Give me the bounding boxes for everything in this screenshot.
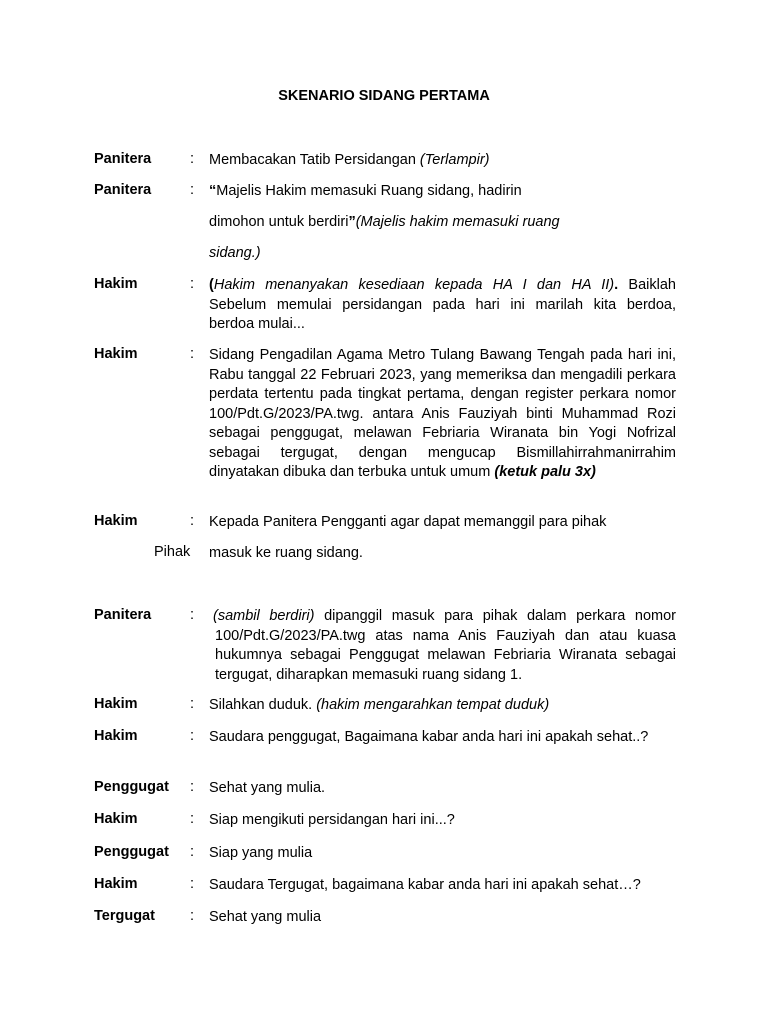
colon-separator: : [190,876,195,892]
dialogue-text: Membacakan Tatib Persidangan (Terlampir) [209,152,490,168]
stage-direction: (Terlampir) [419,152,490,168]
colon-separator: : [190,607,195,623]
dialogue-text: Sehat yang mulia [209,909,322,925]
dialogue-text: masuk ke ruang sidang. [209,545,363,561]
dialogue-text: Kepada Panitera Pengganti agar dapat memanggil para pihak [209,514,607,530]
document-title: SKENARIO SIDANG PERTAMA [278,88,490,104]
stage-direction: (ketuk palu 3x) [494,464,596,480]
speaker-label: Hakim [94,513,138,529]
dialogue-text: Silahkan duduk. (hakim mengarahkan tempat duduk) [209,697,550,713]
speaker-label: Tergugat [94,908,155,924]
speaker-label: Panitera [94,607,152,623]
dialogue-text: Siap yang mulia [209,845,313,861]
colon-separator: : [190,779,195,795]
colon-separator: : [190,513,195,529]
speaker-label: Hakim [94,811,138,827]
speaker-label: Hakim [94,876,138,892]
stage-direction: sidang.) [209,245,261,261]
colon-separator: : [190,346,195,362]
dialogue-text: Sehat yang mulia. [209,780,326,796]
colon-separator: : [190,811,195,827]
colon-separator: : [190,151,195,167]
colon-separator: : [190,908,195,924]
dialogue-text: Siap mengikuti persidangan hari ini...? [209,812,455,828]
stage-direction: (sambil berdiri) [213,608,315,624]
speaker-label: Panitera [94,182,152,198]
colon-separator: : [190,276,195,292]
stage-direction: (Majelis hakim memasuki ruang [355,214,560,230]
stage-direction: (hakim mengarahkan tempat duduk) [316,697,550,713]
dialogue-text: Saudara penggugat, Bagaimana kabar anda hari ini apakah sehat..? [209,729,649,745]
speaker-label: Hakim [94,728,138,744]
colon-separator: : [190,844,195,860]
colon-separator: : [190,182,195,198]
dialogue-text: “Majelis Hakim memasuki Ruang sidang, hadirin [209,183,522,199]
speaker-label: Hakim [94,346,138,362]
dialogue-text: (Hakim menanyakan kesediaan kepada HA I dan HA II). Baiklah Sebelum memulai persidangan pada hari ini marilah kita berdoa, berdoa mulai... [209,277,676,332]
colon-separator: : [190,696,195,712]
speaker-label: Panitera [94,151,152,167]
speaker-label: Hakim [94,276,138,292]
pihak-word: Pihak [154,544,191,560]
speaker-label: Hakim [94,696,138,712]
dialogue-text: Saudara Tergugat, bagaimana kabar anda hari ini apakah sehat…? [209,877,641,893]
dialogue-paragraph: Sidang Pengadilan Agama Metro Tulang Bawang Tengah pada hari ini, Rabu tanggal 22 Februari 2023, yang memeriksa dan mengadili perkara perdata tertentu pada tingkat pertama, dengan register perkara nomor 100/Pdt.G/2023/PA.twg. antara Anis Fauziyah binti Muhammad Rozi sebagai penggugat, melawan Febriaria Wiranata bin Yogi Nofrizal sebagai tergugat, dengan mengucap Bismillahirrahmanirrahim dinyatakan dibuka dan terbuka untuk umum (ketuk palu 3x) [209,347,676,480]
dialogue-text: (sambil berdiri) dipanggil masuk para pihak dalam perkara nomor 100/Pdt.G/2023/PA.twg atas nama Anis Fauziyah dan atau kuasa hukumnya sebagai Penggugat melawan Febriaria Wiranata sebagai tergugat, diharapkan memasuki ruang sidang 1. [213,608,676,683]
speaker-label: Penggugat [94,844,169,860]
colon-separator: : [190,728,195,744]
stage-direction: Hakim menanyakan kesediaan kepada HA I dan HA II) [213,277,615,293]
dialogue-text: dimohon untuk berdiri”(Majelis hakim memasuki ruang [209,214,560,230]
speaker-label: Penggugat [94,779,169,795]
